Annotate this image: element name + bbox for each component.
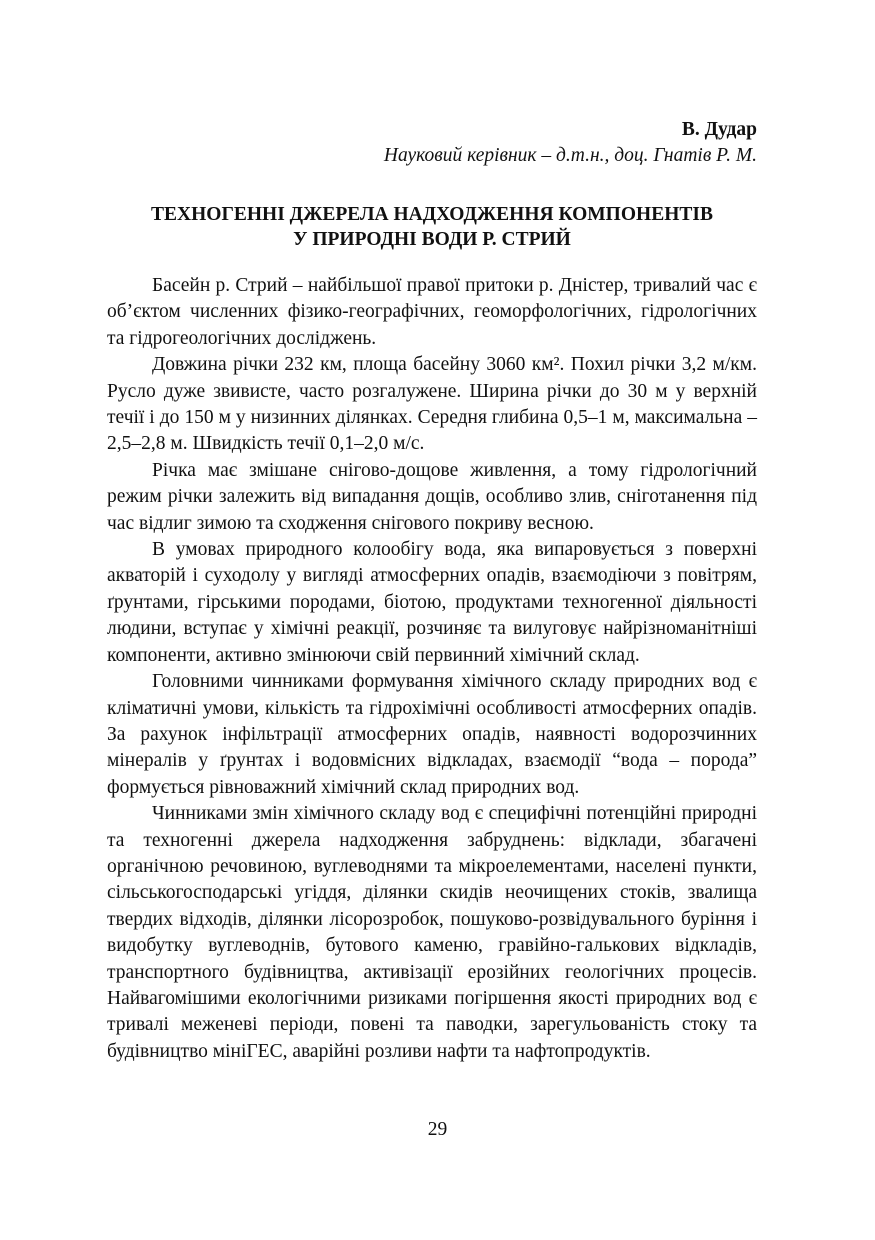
page-number: 29 xyxy=(427,1119,448,1140)
title-line-1: ТЕХНОГЕННІ ДЖЕРЕЛА НАДХОДЖЕННЯ КОМПОНЕНТІВ xyxy=(151,204,713,225)
paragraph-5: Головними чинниками формування хімічного складу природних вод є кліматичні умови, кількість та гідрохімічні особливості атмосферних опадів. За рахунок інфільтрації атмосферних опадів, наявності водорозчинних мінералів у ґрунтах і водовмісних відкладах, взаємодії “вода – порода” формується рівноважний хімічний склад природних вод. xyxy=(107,671,757,798)
paper-page xyxy=(107,117,757,1065)
paragraph-2: Довжина річки 232 км, площа басейну 3060 км². Похил річки 3,2 м/км. Русло дуже звивисте, часто розгалужене. Ширина річки до 30 м у верхній течії і до 150 м у низинних ділянках. Середня глибина 0,5–1 м, максимальна – 2,5–2,8 м. Швидкість течії 0,1–2,0 м/с. xyxy=(107,354,757,455)
paragraph-1: Басейн р. Стрий – найбільшої правої притоки р. Дністер, тривалий час є об’єктом численних фізико-географічних, геоморфологічних, гідрологічних та гідрогеологічних досліджень. xyxy=(107,275,757,349)
paper-title xyxy=(107,202,757,252)
paragraph-6: Чинниками змін хімічного складу вод є специфічні потенційні природні та техногенні джерела надходження забруднень: відклади, збагачені органічною речовиною, вуглеводнями та мікроелементами, населені пункти, сільськогосподарські угіддя, ділянки скидів неочищених стоків, звалища твердих відходів, ділянки лісорозробок, пошуково-розвідувального буріння і видобутку вуглеводнів, бутового каменю, гравійно-галькових відкладів, транспортного будівництва, активізації ерозійних геологічних процесів. Найвагомішими екологічними ризиками погіршення якості природних вод є тривалі меженеві періоди, повені та паводки, зарегульованість стоку та будівництво мініГЕС, аварійні розливи нафти та нафтопродуктів. xyxy=(107,803,757,1062)
author-name: В. Дудар xyxy=(681,119,757,140)
paragraph-4: В умовах природного колообігу вода, яка випаровується з поверхні акваторій і суходолу у вигляді атмосферних опадів, взаємодіючи з повітрям, ґрунтами, гірськими породами, біотою, продуктами техногенної діяльності людини, вступає у хімічні реакції, розчиняє та вилуговує найрізноманітніші компоненти, активно змінюючи свій первинний хімічний склад. xyxy=(107,539,757,666)
body-text xyxy=(107,273,757,1065)
paragraph-3: Річка має змішане снігово-дощове живлення, а тому гідрологічний режим річки залежить від випадання дощів, особливо злив, сніготанення під час відлиг зимою та сходження снігового покриву весною. xyxy=(107,459,757,534)
title-line-2: У ПРИРОДНІ ВОДИ Р. СТРИЙ xyxy=(293,229,571,250)
supervisor-line: Науковий керівник – д.т.н., доц. Гнатів Р. М. xyxy=(383,145,757,166)
